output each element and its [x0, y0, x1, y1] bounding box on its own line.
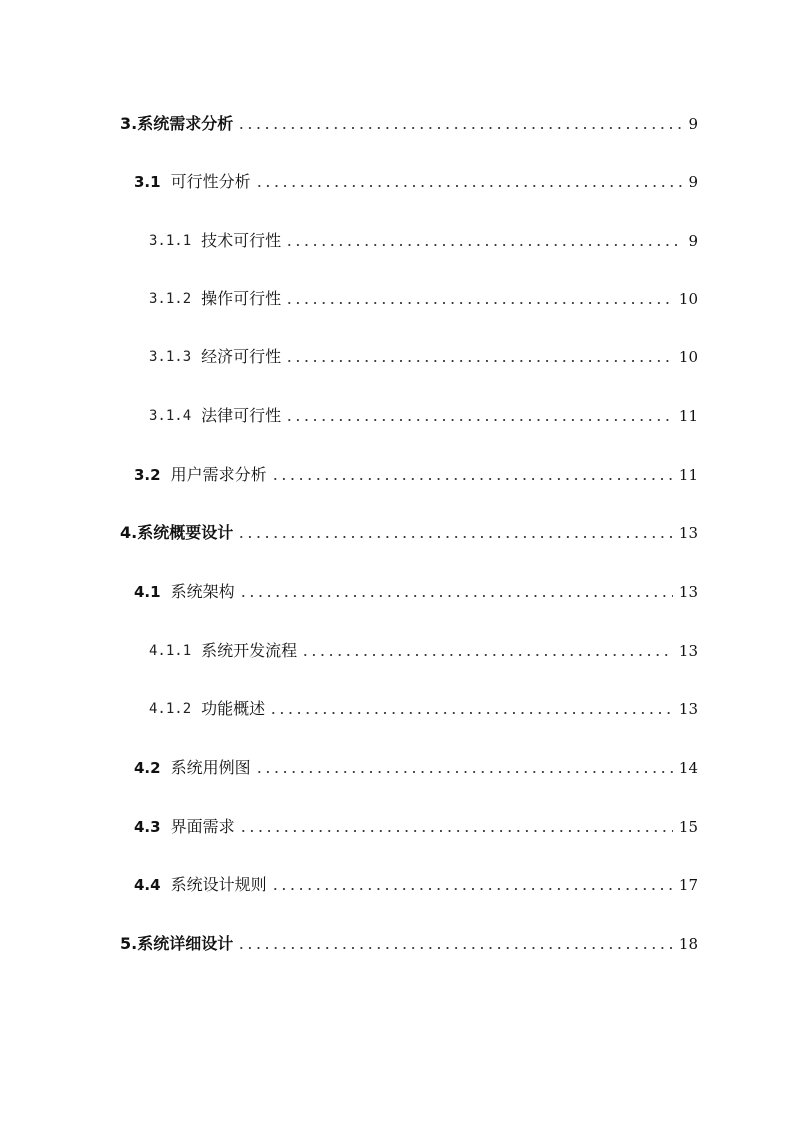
toc-page-number: 18 [678, 935, 698, 953]
toc-entry-3[interactable] [0, 112, 698, 136]
toc-page-number: 13 [678, 642, 698, 660]
toc-dot-leader [237, 535, 673, 539]
toc-dot-leader [301, 653, 673, 657]
toc-entry-title: 可行性分析 [170, 172, 251, 191]
toc-entry-title: 系统设计规则 [170, 875, 267, 894]
toc-entry-3-1-3[interactable] [0, 345, 698, 369]
toc-entry-number: 5. [120, 934, 138, 953]
toc-entry-4-1-2[interactable] [0, 697, 698, 721]
toc-entry-number: 4.3 [134, 818, 161, 836]
toc-entry-number: 3. [120, 114, 138, 133]
toc-entry-3-1-1[interactable] [0, 229, 698, 253]
toc-entry-4-1[interactable] [0, 580, 698, 604]
toc-page-number: 9 [688, 173, 698, 191]
toc-entry-title: 用户需求分析 [170, 465, 267, 484]
toc-entry-number: 4.1.2 [149, 701, 192, 717]
toc-entry-number: 4.2 [134, 759, 161, 777]
toc-entry-5[interactable] [0, 932, 698, 956]
toc-page-number: 15 [678, 818, 698, 836]
toc-entry-title: 界面需求 [170, 817, 235, 836]
toc-entry-3-2[interactable] [0, 463, 698, 487]
toc-dot-leader [285, 359, 673, 363]
toc-page-number: 10 [678, 348, 698, 366]
toc-page-number: 13 [678, 583, 698, 601]
toc-dot-leader [285, 243, 682, 247]
toc-page-number: 14 [678, 759, 698, 777]
toc-entry-number: 4.1 [134, 583, 161, 601]
toc-dot-leader [271, 887, 673, 891]
toc-entry-4-4[interactable] [0, 873, 698, 897]
toc-dot-leader [239, 594, 673, 598]
toc-entry-title: 功能概述 [201, 699, 266, 718]
toc-page-number: 11 [678, 466, 698, 484]
toc-entry-number: 4.4 [134, 876, 161, 894]
toc-dot-leader [269, 711, 673, 715]
toc-entry-number: 4. [120, 523, 138, 542]
toc-dot-leader [255, 184, 682, 188]
toc-entry-title: 系统概要设计 [137, 523, 234, 542]
toc-entry-3-1-2[interactable] [0, 287, 698, 311]
toc-entry-4-1-1[interactable] [0, 639, 698, 663]
toc-dot-leader [237, 946, 673, 950]
toc-dot-leader [285, 418, 673, 422]
toc-page-number: 17 [678, 876, 698, 894]
toc-entry-title: 技术可行性 [201, 231, 282, 250]
toc-entry-3-1-4[interactable] [0, 404, 698, 428]
toc-entry-title: 系统开发流程 [201, 641, 298, 660]
toc-entry-4-3[interactable] [0, 815, 698, 839]
toc-page-number: 10 [678, 290, 698, 308]
toc-entry-title: 操作可行性 [201, 289, 282, 308]
toc-entry-number: 3.1.2 [149, 291, 192, 307]
toc-entry-number: 3.1.3 [149, 349, 192, 365]
toc-dot-leader [237, 126, 682, 130]
toc-dot-leader [255, 770, 673, 774]
toc-page-number: 11 [678, 407, 698, 425]
toc-entry-number: 3.1.1 [149, 233, 192, 249]
toc-entry-4[interactable] [0, 521, 698, 545]
toc-entry-title: 经济可行性 [201, 347, 282, 366]
toc-page-number: 9 [688, 115, 698, 133]
toc-dot-leader [271, 477, 673, 481]
toc-dot-leader [239, 829, 673, 833]
toc-entry-3-1[interactable] [0, 170, 698, 194]
toc-entry-title: 系统需求分析 [137, 114, 234, 133]
toc-entry-4-2[interactable] [0, 756, 698, 780]
toc-page-number: 13 [678, 524, 698, 542]
toc-dot-leader [285, 301, 673, 305]
toc-entry-number: 3.2 [134, 466, 161, 484]
toc-entry-title: 法律可行性 [201, 406, 282, 425]
toc-entry-number: 4.1.1 [149, 643, 192, 659]
toc-entry-title: 系统架构 [170, 582, 235, 601]
toc-entry-title: 系统用例图 [170, 758, 251, 777]
toc-entry-number: 3.1.4 [149, 408, 192, 424]
toc-page-number: 9 [688, 232, 698, 250]
toc-entry-title: 系统详细设计 [137, 934, 234, 953]
toc-page-number: 13 [678, 700, 698, 718]
toc-entry-number: 3.1 [134, 173, 161, 191]
